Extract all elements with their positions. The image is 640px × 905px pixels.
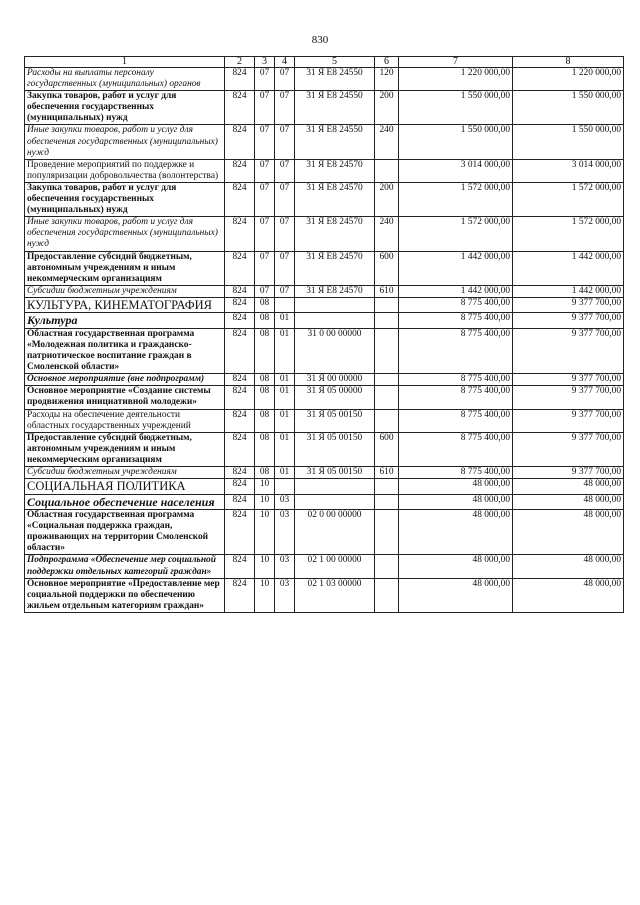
- expense-type-code: 240: [375, 125, 399, 159]
- department-code: 824: [225, 297, 255, 313]
- table-row: [25, 467, 624, 479]
- target-article-code: 31 Я Е8 24570: [295, 251, 375, 285]
- table-row: [25, 251, 624, 285]
- subsection-code: 03: [275, 578, 295, 612]
- amount-year-1: 1 550 000,00: [399, 91, 513, 125]
- subsection-code: 01: [275, 409, 295, 432]
- amount-year-2: 9 377 700,00: [513, 374, 624, 386]
- amount-year-1: 1 442 000,00: [399, 251, 513, 285]
- column-header: 6: [375, 57, 399, 68]
- table-row: [25, 297, 624, 313]
- table-row: [25, 494, 624, 510]
- department-code: 824: [225, 386, 255, 409]
- row-name: Предоставление субсидий бюджетным, автономным учреждениям и иным некоммерческим организациям: [25, 432, 225, 466]
- header-row: [25, 57, 624, 68]
- amount-year-1: 8 775 400,00: [399, 467, 513, 479]
- table-row: [25, 68, 624, 91]
- department-code: 824: [225, 251, 255, 285]
- row-name: Основное мероприятие «Создание системы продвижения инициативной молодежи»: [25, 386, 225, 409]
- table-row: [25, 555, 624, 578]
- amount-year-1: 8 775 400,00: [399, 432, 513, 466]
- section-code: 08: [255, 386, 275, 409]
- amount-year-2: 9 377 700,00: [513, 313, 624, 329]
- table-row: [25, 91, 624, 125]
- department-code: 824: [225, 494, 255, 510]
- section-code: 08: [255, 374, 275, 386]
- expense-type-code: [375, 494, 399, 510]
- expense-type-code: [375, 578, 399, 612]
- subsection-code: 07: [275, 182, 295, 216]
- amount-year-2: 1 572 000,00: [513, 217, 624, 251]
- amount-year-1: 48 000,00: [399, 510, 513, 555]
- amount-year-1: 8 775 400,00: [399, 328, 513, 373]
- expense-type-code: [375, 409, 399, 432]
- expense-type-code: [375, 313, 399, 329]
- amount-year-1: 1 572 000,00: [399, 217, 513, 251]
- subsection-code: 01: [275, 432, 295, 466]
- target-article-code: 31 Я Е8 24550: [295, 91, 375, 125]
- target-article-code: 02 0 00 00000: [295, 510, 375, 555]
- expense-type-code: 600: [375, 251, 399, 285]
- expense-type-code: [375, 479, 399, 495]
- section-code: 10: [255, 578, 275, 612]
- section-code: 10: [255, 510, 275, 555]
- amount-year-2: 9 377 700,00: [513, 409, 624, 432]
- subsection-code: 01: [275, 467, 295, 479]
- target-article-code: 31 Я Е8 24570: [295, 217, 375, 251]
- target-article-code: 31 Я Е8 24570: [295, 182, 375, 216]
- target-article-code: [295, 313, 375, 329]
- subsection-code: 01: [275, 374, 295, 386]
- amount-year-2: 9 377 700,00: [513, 467, 624, 479]
- amount-year-2: 1 442 000,00: [513, 251, 624, 285]
- section-code: 07: [255, 217, 275, 251]
- subsection-code: 03: [275, 510, 295, 555]
- amount-year-2: 9 377 700,00: [513, 297, 624, 313]
- amount-year-2: 3 014 000,00: [513, 159, 624, 182]
- subsection-code: 07: [275, 159, 295, 182]
- column-header: 7: [399, 57, 513, 68]
- subsection-code: 07: [275, 251, 295, 285]
- section-code: 07: [255, 285, 275, 297]
- expense-type-code: [375, 510, 399, 555]
- subsection-code: 07: [275, 285, 295, 297]
- subsection-code: 07: [275, 217, 295, 251]
- department-code: 824: [225, 467, 255, 479]
- expense-type-code: 610: [375, 285, 399, 297]
- subsection-code: 07: [275, 91, 295, 125]
- row-name: Субсидии бюджетным учреждениям: [25, 285, 225, 297]
- row-name: Иные закупки товаров, работ и услуг для обеспечения государственных (муниципальных) нужд: [25, 217, 225, 251]
- department-code: 824: [225, 555, 255, 578]
- target-article-code: 31 Я 05 00150: [295, 409, 375, 432]
- table-row: [25, 386, 624, 409]
- amount-year-2: 1 550 000,00: [513, 91, 624, 125]
- amount-year-1: 8 775 400,00: [399, 374, 513, 386]
- expense-type-code: [375, 374, 399, 386]
- expense-type-code: 200: [375, 91, 399, 125]
- column-header: 4: [275, 57, 295, 68]
- amount-year-1: 48 000,00: [399, 494, 513, 510]
- department-code: 824: [225, 217, 255, 251]
- amount-year-2: 1 572 000,00: [513, 182, 624, 216]
- row-name: Закупка товаров, работ и услуг для обеспечения государственных (муниципальных) нужд: [25, 91, 225, 125]
- amount-year-2: 9 377 700,00: [513, 432, 624, 466]
- amount-year-2: 48 000,00: [513, 479, 624, 495]
- subsection-code: 07: [275, 125, 295, 159]
- amount-year-2: 9 377 700,00: [513, 386, 624, 409]
- amount-year-1: 1 572 000,00: [399, 182, 513, 216]
- amount-year-2: 1 220 000,00: [513, 68, 624, 91]
- table-row: [25, 313, 624, 329]
- target-article-code: 31 Я Е8 24550: [295, 68, 375, 91]
- subsection-code: 01: [275, 386, 295, 409]
- department-code: 824: [225, 159, 255, 182]
- target-article-code: 31 Я Е8 24570: [295, 159, 375, 182]
- amount-year-2: 1 442 000,00: [513, 285, 624, 297]
- section-code: 08: [255, 297, 275, 313]
- budget-table: [24, 56, 624, 613]
- section-code: 08: [255, 467, 275, 479]
- subsection-code: 01: [275, 313, 295, 329]
- section-code: 10: [255, 555, 275, 578]
- subsection-code: 03: [275, 555, 295, 578]
- row-name: Основное мероприятие «Предоставление мер социальной поддержки по обеспечению жильем отдельным категориям граждан»: [25, 578, 225, 612]
- amount-year-1: 8 775 400,00: [399, 313, 513, 329]
- amount-year-1: 8 775 400,00: [399, 409, 513, 432]
- department-code: 824: [225, 328, 255, 373]
- expense-type-code: 610: [375, 467, 399, 479]
- amount-year-1: 1 550 000,00: [399, 125, 513, 159]
- target-article-code: [295, 479, 375, 495]
- amount-year-2: 48 000,00: [513, 494, 624, 510]
- column-header: 1: [25, 57, 225, 68]
- target-article-code: 31 Я 00 00000: [295, 374, 375, 386]
- department-code: 824: [225, 68, 255, 91]
- table-row: [25, 285, 624, 297]
- target-article-code: 31 Я Е8 24550: [295, 125, 375, 159]
- row-name: Областная государственная программа «Социальная поддержка граждан, проживающих на территории Смоленской области»: [25, 510, 225, 555]
- amount-year-1: 48 000,00: [399, 578, 513, 612]
- table-row: [25, 578, 624, 612]
- section-code: 07: [255, 68, 275, 91]
- target-article-code: [295, 297, 375, 313]
- row-name: Расходы на обеспечение деятельности областных государственных учреждений: [25, 409, 225, 432]
- section-code: 07: [255, 182, 275, 216]
- section-code: 08: [255, 432, 275, 466]
- table-row: [25, 125, 624, 159]
- target-article-code: 02 1 03 00000: [295, 578, 375, 612]
- amount-year-2: 48 000,00: [513, 510, 624, 555]
- row-name: Социальное обеспечение населения: [25, 494, 225, 510]
- table-row: [25, 409, 624, 432]
- target-article-code: 31 Я 05 00000: [295, 386, 375, 409]
- department-code: 824: [225, 479, 255, 495]
- row-name: Областная государственная программа «Молодежная политика и гражданско-патриотическое воспитание граждан в Смоленской области»: [25, 328, 225, 373]
- subsection-code: [275, 479, 295, 495]
- subsection-code: 03: [275, 494, 295, 510]
- row-name: СОЦИАЛЬНАЯ ПОЛИТИКА: [25, 479, 225, 495]
- column-header: 5: [295, 57, 375, 68]
- subsection-code: 01: [275, 328, 295, 373]
- table-row: [25, 479, 624, 495]
- subsection-code: 07: [275, 68, 295, 91]
- table-row: [25, 432, 624, 466]
- target-article-code: 31 Я Е8 24570: [295, 285, 375, 297]
- department-code: 824: [225, 374, 255, 386]
- section-code: 07: [255, 251, 275, 285]
- table-body: [25, 68, 624, 613]
- page-number: 830: [311, 34, 329, 46]
- row-name: КУЛЬТУРА, КИНЕМАТОГРАФИЯ: [25, 297, 225, 313]
- amount-year-2: 9 377 700,00: [513, 328, 624, 373]
- amount-year-2: 48 000,00: [513, 555, 624, 578]
- section-code: 10: [255, 494, 275, 510]
- amount-year-1: 1 220 000,00: [399, 68, 513, 91]
- department-code: 824: [225, 182, 255, 216]
- amount-year-1: 1 442 000,00: [399, 285, 513, 297]
- amount-year-1: 48 000,00: [399, 555, 513, 578]
- department-code: 824: [225, 285, 255, 297]
- section-code: 08: [255, 409, 275, 432]
- expense-type-code: [375, 555, 399, 578]
- row-name: Подпрограмма «Обеспечение мер социальной поддержки отдельных категорий граждан»: [25, 555, 225, 578]
- amount-year-1: 8 775 400,00: [399, 297, 513, 313]
- department-code: 824: [225, 409, 255, 432]
- table-row: [25, 159, 624, 182]
- expense-type-code: [375, 297, 399, 313]
- section-code: 07: [255, 91, 275, 125]
- table-row: [25, 182, 624, 216]
- section-code: 07: [255, 159, 275, 182]
- expense-type-code: [375, 386, 399, 409]
- row-name: Расходы на выплаты персоналу государственных (муниципальных) органов: [25, 68, 225, 91]
- amount-year-1: 48 000,00: [399, 479, 513, 495]
- column-header: 2: [225, 57, 255, 68]
- department-code: 824: [225, 432, 255, 466]
- amount-year-1: 3 014 000,00: [399, 159, 513, 182]
- expense-type-code: [375, 328, 399, 373]
- section-code: 08: [255, 328, 275, 373]
- department-code: 824: [225, 91, 255, 125]
- target-article-code: 31 0 00 00000: [295, 328, 375, 373]
- amount-year-2: 48 000,00: [513, 578, 624, 612]
- target-article-code: [295, 494, 375, 510]
- column-header: 3: [255, 57, 275, 68]
- column-header: 8: [513, 57, 624, 68]
- department-code: 824: [225, 510, 255, 555]
- section-code: 08: [255, 313, 275, 329]
- row-name: Проведение мероприятий по поддержке и популяризации добровольчества (волонтерства): [25, 159, 225, 182]
- table-row: [25, 374, 624, 386]
- expense-type-code: 600: [375, 432, 399, 466]
- subsection-code: [275, 297, 295, 313]
- row-name: Закупка товаров, работ и услуг для обеспечения государственных (муниципальных) нужд: [25, 182, 225, 216]
- target-article-code: 31 Я 05 00150: [295, 467, 375, 479]
- department-code: 824: [225, 125, 255, 159]
- row-name: Культура: [25, 313, 225, 329]
- table-row: [25, 328, 624, 373]
- expense-type-code: 120: [375, 68, 399, 91]
- row-name: Иные закупки товаров, работ и услуг для обеспечения государственных (муниципальных) нужд: [25, 125, 225, 159]
- expense-type-code: [375, 159, 399, 182]
- row-name: Предоставление субсидий бюджетным, автономным учреждениям и иным некоммерческим организациям: [25, 251, 225, 285]
- table-row: [25, 217, 624, 251]
- row-name: Основное мероприятие (вне подпрограмм): [25, 374, 225, 386]
- department-code: 824: [225, 313, 255, 329]
- section-code: 10: [255, 479, 275, 495]
- amount-year-1: 8 775 400,00: [399, 386, 513, 409]
- expense-type-code: 240: [375, 217, 399, 251]
- expense-type-code: 200: [375, 182, 399, 216]
- target-article-code: 31 Я 05 00150: [295, 432, 375, 466]
- department-code: 824: [225, 578, 255, 612]
- row-name: Субсидии бюджетным учреждениям: [25, 467, 225, 479]
- target-article-code: 02 1 00 00000: [295, 555, 375, 578]
- amount-year-2: 1 550 000,00: [513, 125, 624, 159]
- table-row: [25, 510, 624, 555]
- section-code: 07: [255, 125, 275, 159]
